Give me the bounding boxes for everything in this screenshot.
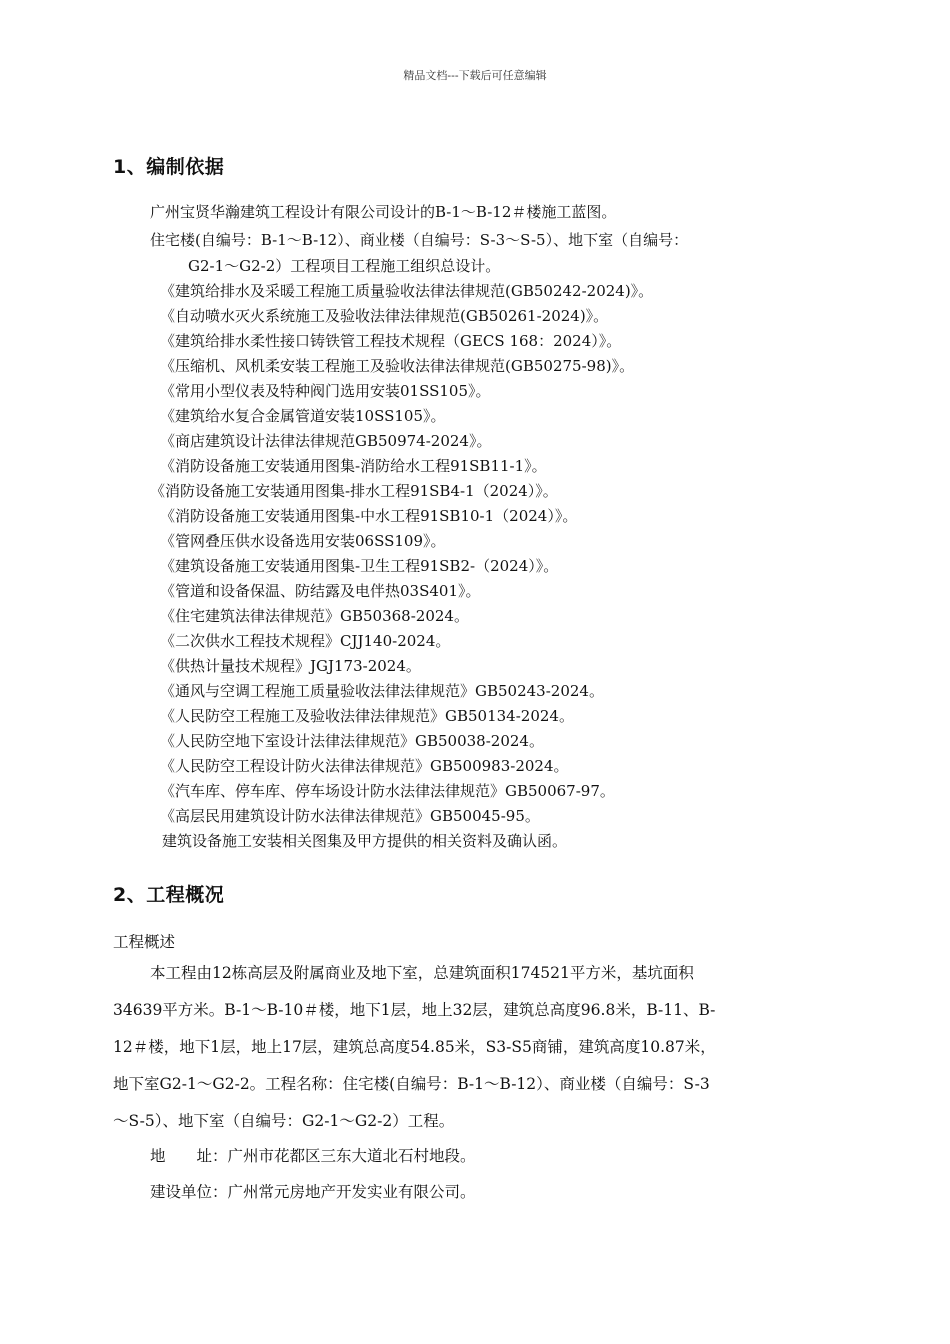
address-line: 地 址：广州市花都区三东大道北石村地段。 [150,1147,476,1165]
reference-line: 《管道和设备保温、防结露及电伴热03S401》。 [160,582,481,600]
reference-line: 建筑设备施工安装相关图集及甲方提供的相关资料及确认函。 [162,832,568,850]
reference-line: 《消防设备施工安装通用图集-消防给水工程91SB11-1》。 [160,457,547,475]
section-2-title: 2、工程概况 [113,884,225,906]
reference-line: 《压缩机、风机柔安装工程施工及验收法律法律规范(GB50275-98)》。 [160,357,635,375]
reference-line: 《汽车库、停车库、停车场设计防水法律法律规范》GB50067-97。 [160,782,615,800]
paragraph-line: 地下室G2-1～G2-2。工程名称：住宅楼(自编号：B-1～B-12）、商业楼（自编号：S-3 [113,1075,710,1093]
reference-line: 《供热计量技术规程》JGJ173-2024。 [160,657,421,675]
subsection-title: 工程概述 [113,933,176,951]
reference-line: 《自动喷水灭火系统施工及验收法律法律规范(GB50261-2024)》。 [160,307,609,325]
reference-line: 《人民防空工程施工及验收法律法律规范》GB50134-2024。 [160,707,574,725]
section-1-title: 1、编制依据 [113,156,225,178]
reference-line: 《人民防空工程设计防火法律法律规范》GB500983-2024。 [160,757,569,775]
paragraph-line: 34639平方米。B-1～B-10＃楼，地下1层，地上32层，建筑总高度96.8米，B-11、B- [113,1001,716,1019]
reference-line: 《建筑给排水及采暖工程施工质量验收法律法律规范(GB50242-2024)》。 [160,282,654,300]
reference-line: 《建筑给水复合金属管道安装10SS105》。 [160,407,446,425]
reference-line: 《消防设备施工安装通用图集-排水工程91SB4-1（2024）》。 [150,482,558,500]
paragraph-line: 本工程由12栋高层及附属商业及地下室，总建筑面积174521平方米，基坑面积 [150,964,694,982]
reference-line: 《常用小型仪表及特种阀门选用安装01SS105》。 [160,382,491,400]
reference-line: 《管网叠压供水设备选用安装06SS109》。 [160,532,446,550]
reference-line: 《商店建筑设计法律法律规范GB50974-2024》。 [160,432,492,450]
reference-line: 《高层民用建筑设计防水法律法律规范》GB50045-95。 [160,807,540,825]
paragraph-line: ～S-5）、地下室（自编号：G2-1～G2-2）工程。 [113,1112,455,1130]
reference-line: 《住宅建筑法律法律规范》GB50368-2024。 [160,607,469,625]
reference-line: 《人民防空地下室设计法律法律规范》GB50038-2024。 [160,732,544,750]
reference-line: 《建筑给排水柔性接口铸铁管工程技术规程（GECS 168：2024）》。 [160,332,622,350]
reference-line: 《通风与空调工程施工质量验收法律法律规范》GB50243-2024。 [160,682,604,700]
reference-line: 《消防设备施工安装通用图集-中水工程91SB10-1（2024）》。 [160,507,578,525]
developer-line: 建设单位：广州常元房地产开发实业有限公司。 [150,1183,476,1201]
reference-line: 《二次供水工程技术规程》CJJ140-2024。 [160,632,451,650]
paragraph-line: 12＃楼，地下1层，地上17层，建筑总高度54.85米，S3-S5商铺，建筑高度10.87米， [113,1038,716,1056]
reference-line: G2-1～G2-2）工程项目工程施工组织总设计。 [188,257,501,275]
reference-line: 《建筑设备施工安装通用图集-卫生工程91SB2-（2024）》。 [160,557,559,575]
reference-line: 住宅楼(自编号：B-1～B-12）、商业楼（自编号：S-3～S-5）、地下室（自编号： [150,231,689,249]
reference-line: 广州宝贤华瀚建筑工程设计有限公司设计的B-1～B-12＃楼施工蓝图。 [150,203,617,221]
page-header: 精品文档---下载后可任意编辑 [403,69,547,82]
